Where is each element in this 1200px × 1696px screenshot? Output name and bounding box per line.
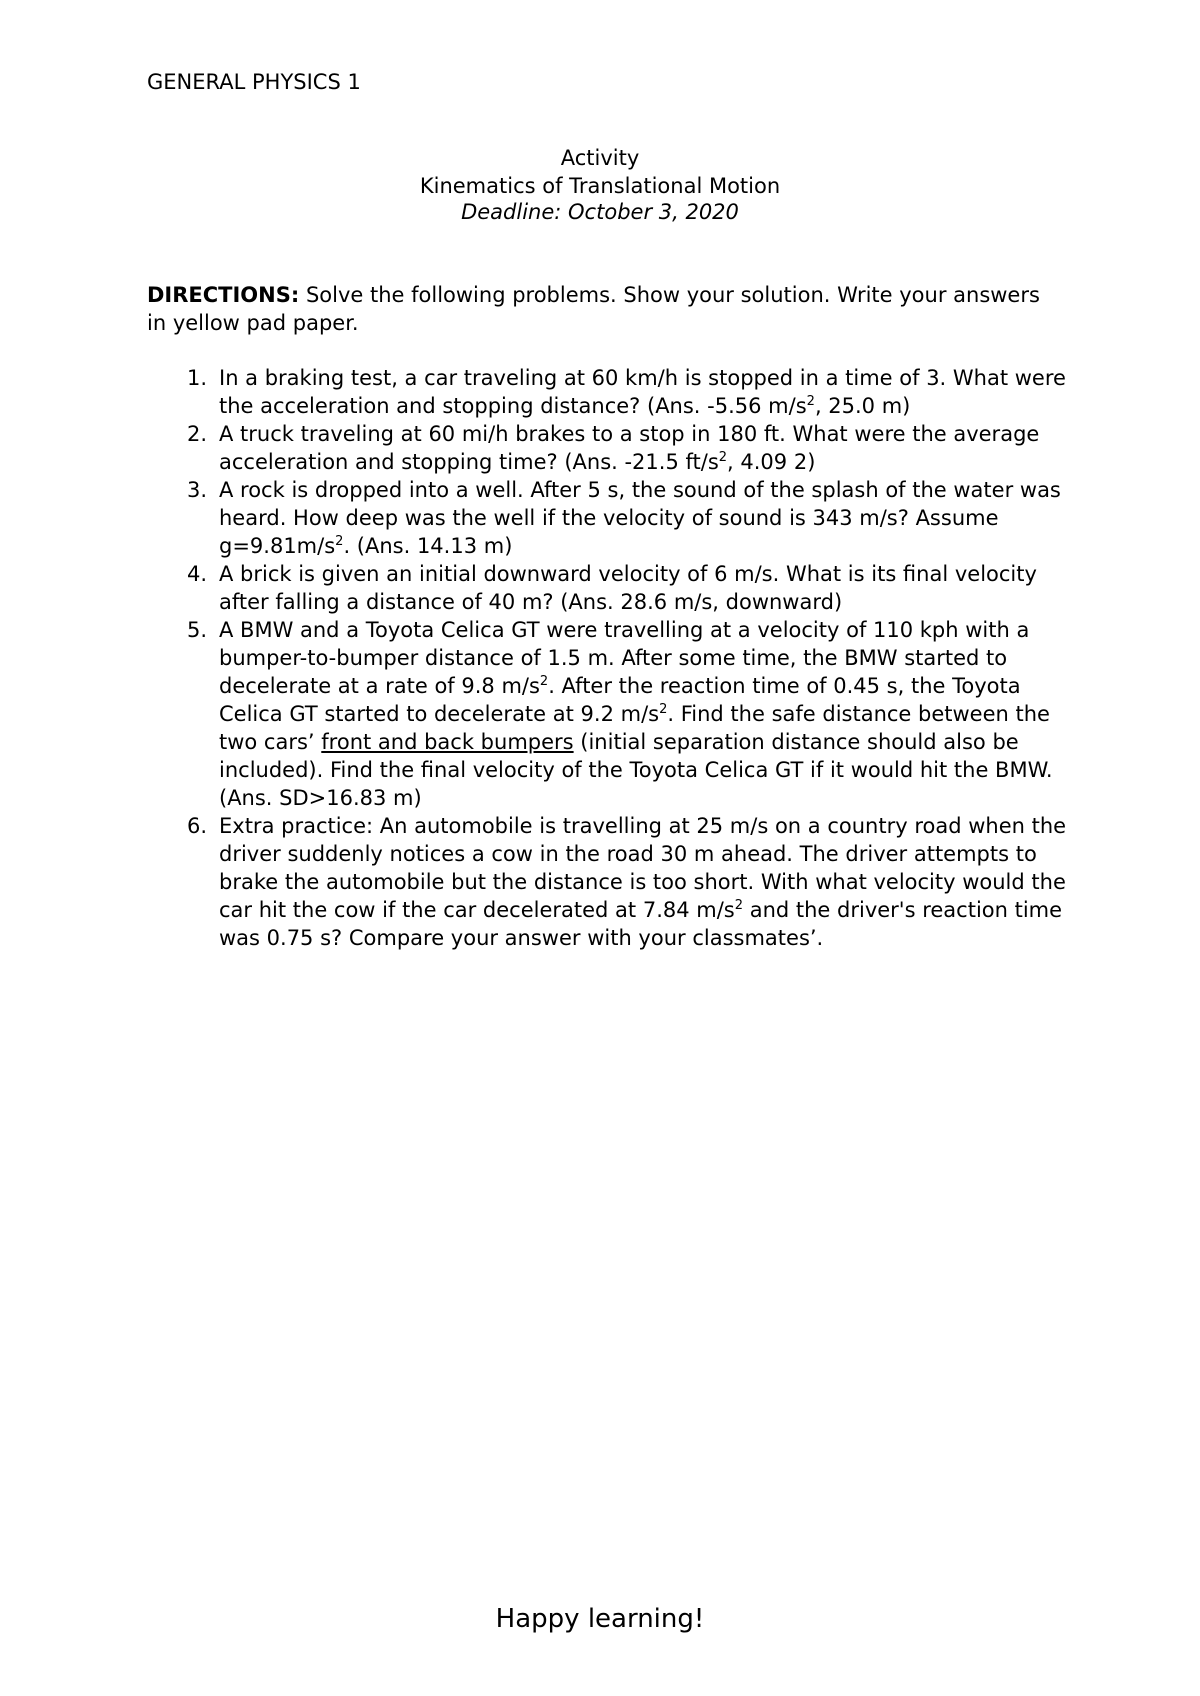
problem-text: Extra practice: An automobile is travelling at 25 m/s on a country road when the driver suddenly notices a cow in the road 30 m ahead. The driver attempts to brake the automobile but the distance is too short. With what velocity would the car hit the cow if the car decelerated at 7.84 $m/s^2$ and the driver's reaction time was 0.75 s? Compare your answer with your classmates’. (219, 814, 1067, 950)
problem-list (147, 364, 1077, 952)
problem-number: 4. (186, 562, 207, 586)
directions (147, 281, 1047, 337)
directions-label: DIRECTIONS: (147, 283, 300, 307)
problem-item (147, 420, 1077, 476)
problem-item (147, 476, 1077, 560)
problem-number: 1. (186, 366, 207, 390)
problem-number: 3. (186, 478, 207, 502)
activity-subtitle: Kinematics of Translational Motion (419, 174, 781, 198)
problem-text: In a braking test, a car traveling at 60 km/h is stopped in a time of 3. What were the acceleration and stopping distance? (Ans. -5.56 $m/s^2$, 25.0 m) (219, 366, 1066, 418)
course-title: GENERAL PHYSICS 1 (147, 70, 361, 94)
problem-text: A truck traveling at 60 mi/h brakes to a stop in 180 ft. What were the average acceleration and stopping time? (Ans. -21.5 $ft/s^2$, 4.09 2) (219, 422, 1040, 474)
problem-item (147, 560, 1077, 616)
problem-text: A rock is dropped into a well. After 5 s, the sound of the splash of the water was heard. How deep was the well if the velocity of sound is 343 m/s? Assume $g=9.81m/s^2$. (Ans. 14.13 m) (219, 478, 1061, 558)
deadline: Deadline: October 3, 2020 (461, 200, 739, 224)
problem-item (147, 812, 1077, 952)
problem-item (147, 616, 1077, 812)
problem-text: A brick is given an initial downward velocity of 6 m/s. What is its final velocity after falling a distance of 40 m? (Ans. 28.6 m/s, downward) (219, 562, 1037, 614)
problem-number: 5. (186, 618, 207, 642)
problem-item (147, 364, 1077, 420)
problem-text: A BMW and a Toyota Celica GT were travelling at a velocity of 110 kph with a bumper-to-bumper distance of 1.5 m. After some time, the BMW started to decelerate at a rate of 9.8 $m/s^2$. After the reaction time of 0.45 s, the Toyota Celica GT started to decelerate at 9.2 $m/s^2$. Find the safe distance between the two cars’ front and back bumpers (initial separation distance should also be included). Find the final velocity of the Toyota Celica GT if it would hit the BMW. (Ans. SD>16.83 m) (219, 618, 1053, 810)
problem-number: 2. (186, 422, 207, 446)
directions-text: Solve the following problems. Show your solution. Write your answers in yellow pad paper. (147, 283, 1040, 335)
activity-heading: Activity (560, 146, 640, 170)
problem-number: 6. (186, 814, 207, 838)
underlined-phrase: front and back bumpers (321, 730, 574, 754)
footer-message: Happy learning! (495, 1604, 705, 1634)
